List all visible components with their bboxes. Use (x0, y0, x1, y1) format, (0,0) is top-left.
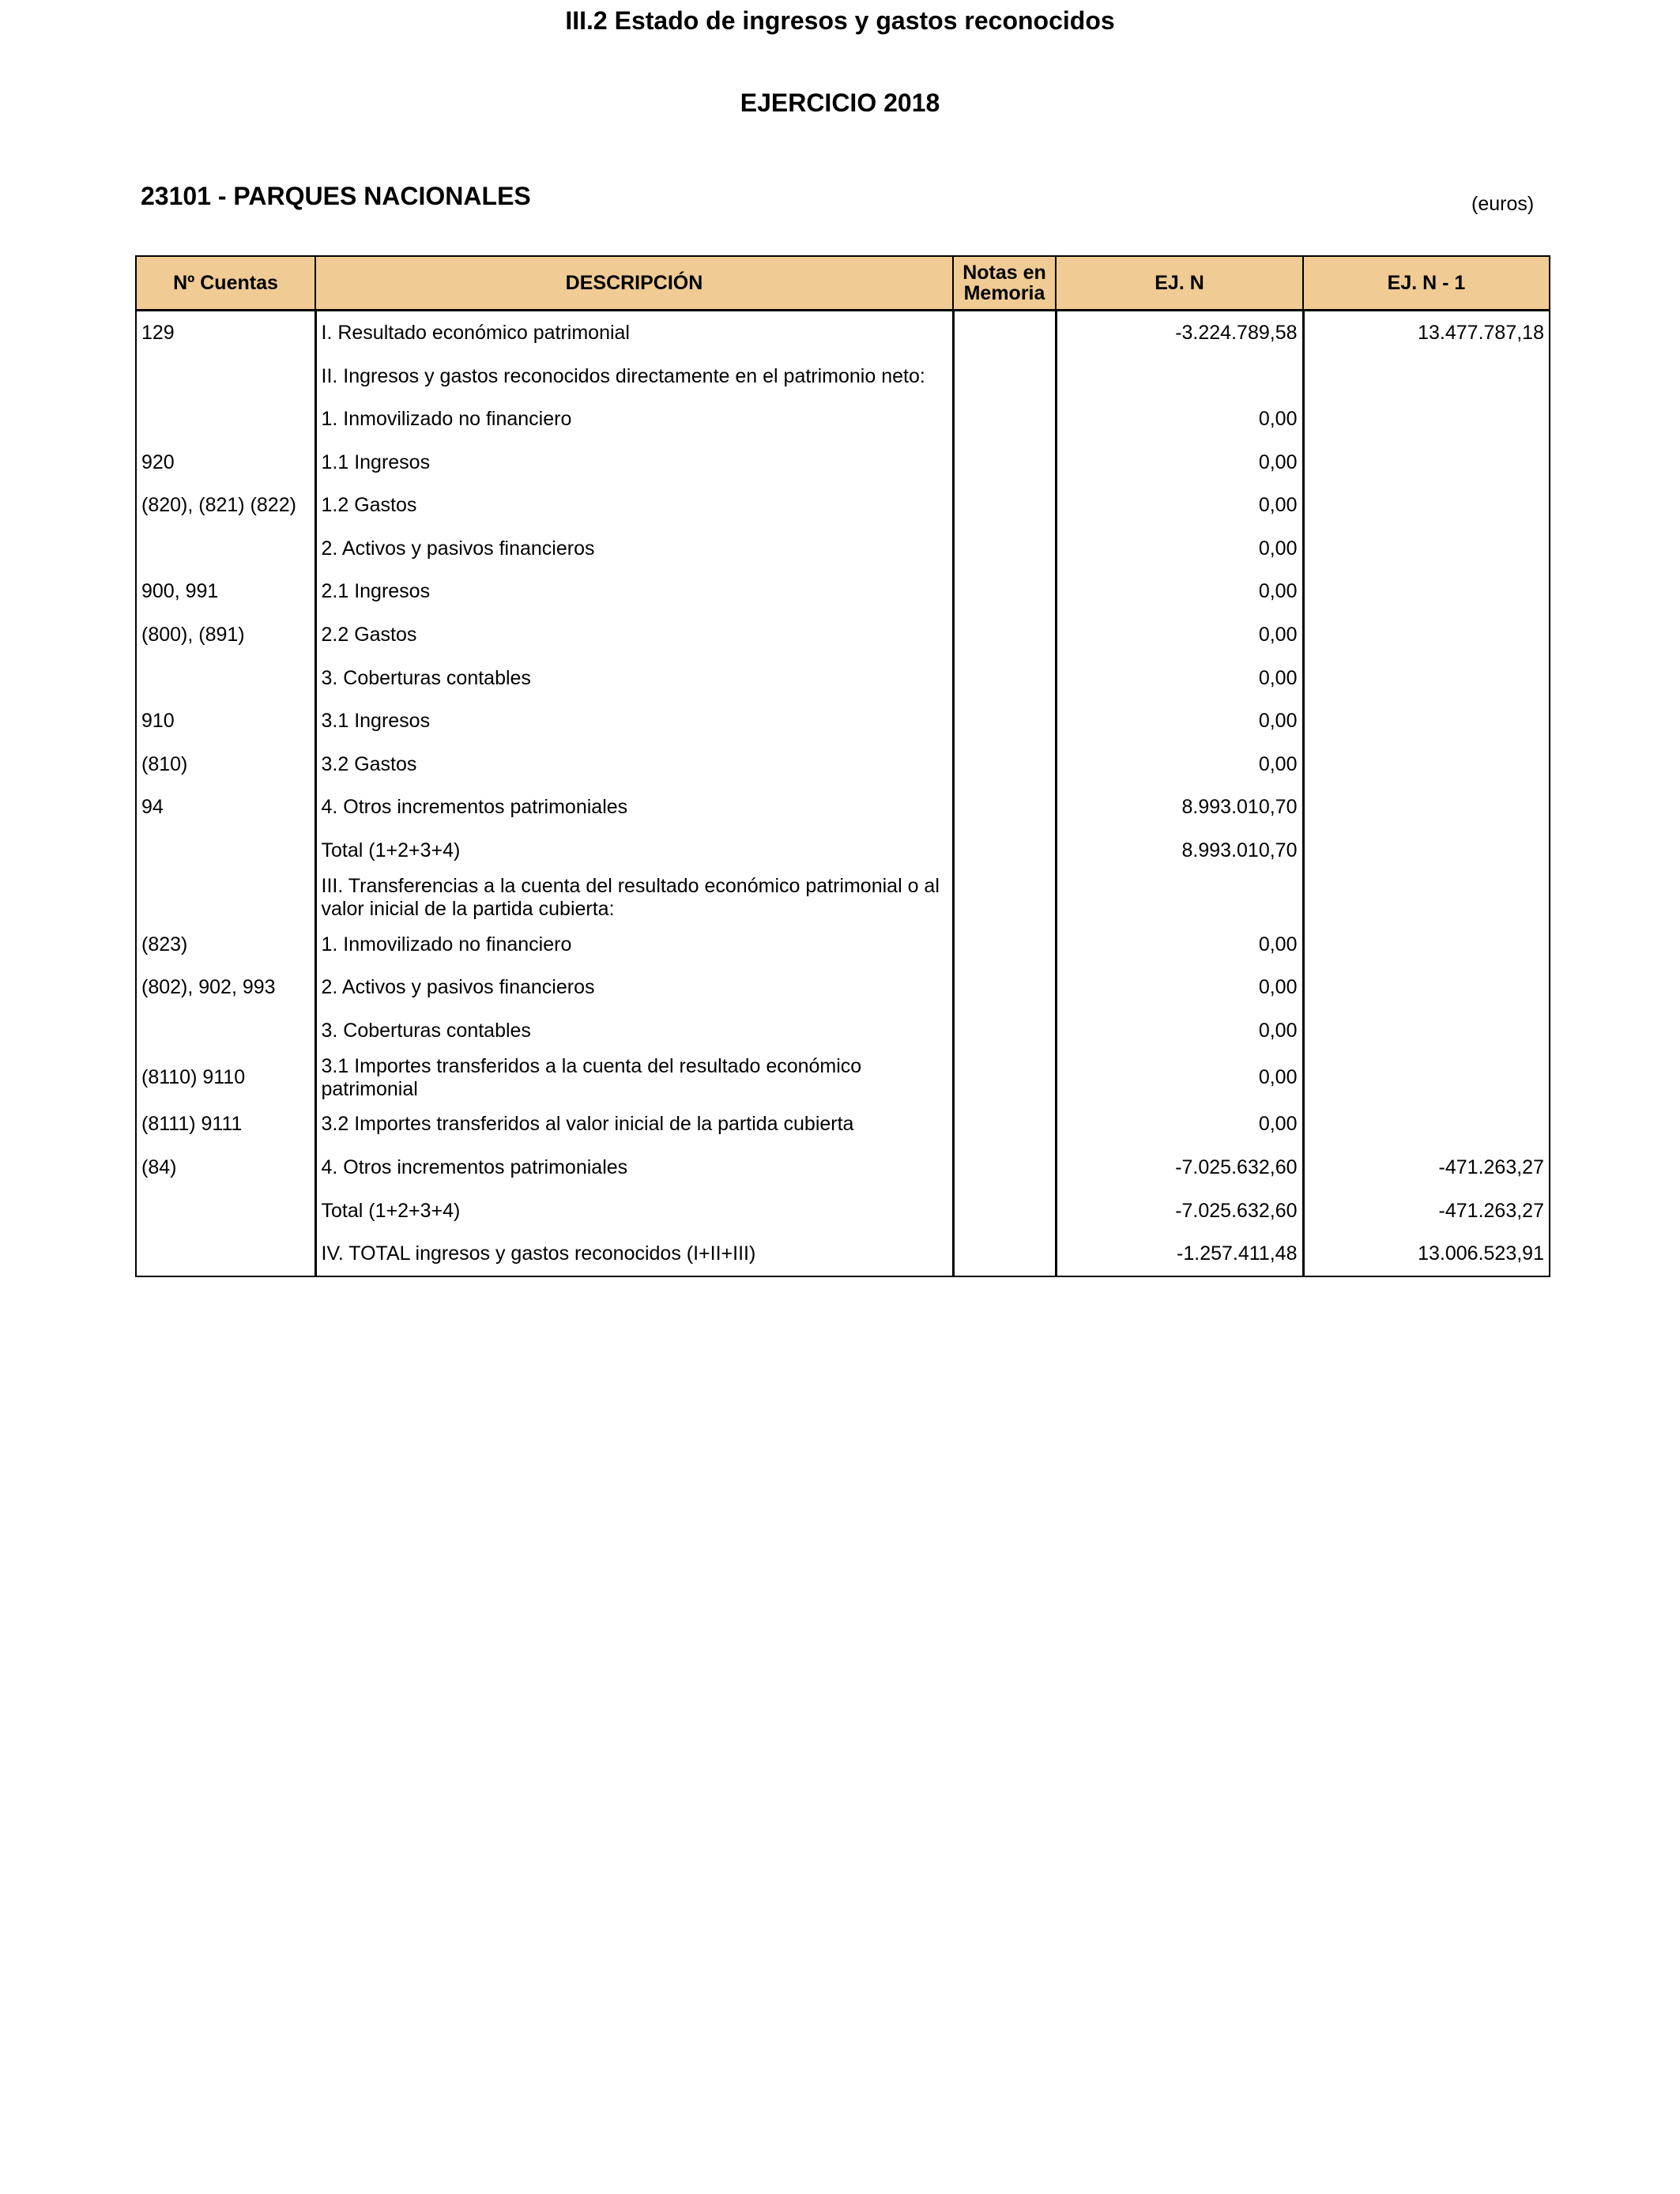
cell-previous (1303, 613, 1550, 657)
cell-current: 0,00 (1056, 527, 1303, 571)
cell-previous (1303, 571, 1550, 614)
units-label: (euros) (1471, 193, 1535, 215)
cell-current: 0,00 (1056, 1103, 1303, 1147)
cell-previous: 13.477.787,18 (1303, 311, 1550, 355)
col-header-notes-line1: Notas en (962, 261, 1046, 284)
fiscal-year-heading: EJERCICIO 2018 (740, 89, 940, 117)
cell-current: 0,00 (1056, 923, 1303, 967)
cell-description: 3. Coberturas contables (315, 657, 953, 700)
cell-previous (1303, 699, 1550, 743)
table-row (136, 441, 1550, 484)
cell-previous (1303, 484, 1550, 527)
cell-account (136, 1232, 315, 1276)
entity-heading: 23101 - PARQUES NACIONALES (141, 182, 531, 210)
cell-current: 0,00 (1056, 657, 1303, 700)
cell-account (136, 527, 315, 571)
cell-description: 3. Coberturas contables (315, 1009, 953, 1053)
cell-description: 3.1 Ingresos (315, 699, 953, 743)
table-header-row (136, 256, 1550, 311)
cell-account (136, 355, 315, 398)
cell-description: II. Ingresos y gastos reconocidos directamente en el patrimonio neto: (315, 355, 953, 398)
cell-notes (953, 613, 1056, 657)
cell-notes (953, 311, 1056, 355)
cell-current: -7.025.632,60 (1056, 1189, 1303, 1233)
table-row (136, 966, 1550, 1009)
cell-current: -1.257.411,48 (1056, 1232, 1303, 1276)
table-row (136, 1053, 1550, 1103)
cell-notes (953, 1103, 1056, 1147)
cell-current: 0,00 (1056, 571, 1303, 614)
cell-previous (1303, 1053, 1550, 1103)
table-row (136, 1009, 1550, 1053)
cell-account: (820), (821) (822) (136, 484, 315, 527)
cell-notes (953, 355, 1056, 398)
cell-notes (953, 923, 1056, 967)
table-row (136, 1103, 1550, 1147)
cell-description: 1.2 Gastos (315, 484, 953, 527)
col-header-notes (953, 256, 1056, 311)
col-header-previous-year: EJ. N - 1 (1303, 256, 1550, 311)
cell-description: 2.2 Gastos (315, 613, 953, 657)
table-row (136, 923, 1550, 967)
cell-current: 0,00 (1056, 743, 1303, 786)
cell-description: 1. Inmovilizado no financiero (315, 398, 953, 441)
cell-notes (953, 1009, 1056, 1053)
cell-notes (953, 398, 1056, 441)
cell-account (136, 1189, 315, 1233)
cell-account: (823) (136, 923, 315, 967)
table-row (136, 873, 1550, 923)
table-row (136, 657, 1550, 700)
cell-description: IV. TOTAL ingresos y gastos reconocidos (I+II+III) (315, 1232, 953, 1276)
cell-account: 920 (136, 441, 315, 484)
cell-notes (953, 743, 1056, 786)
cell-account: 129 (136, 311, 315, 355)
cell-previous (1303, 355, 1550, 398)
cell-current: -7.025.632,60 (1056, 1146, 1303, 1189)
table-row (136, 484, 1550, 527)
cell-current: 0,00 (1056, 441, 1303, 484)
cell-previous (1303, 398, 1550, 441)
cell-notes (953, 786, 1056, 830)
cell-notes (953, 829, 1056, 873)
cell-account: 94 (136, 786, 315, 830)
table-row (136, 398, 1550, 441)
cell-notes (953, 1053, 1056, 1103)
cell-account: 910 (136, 699, 315, 743)
cell-notes (953, 1146, 1056, 1189)
cell-notes (953, 484, 1056, 527)
cell-description: III. Transferencias a la cuenta del resultado económico patrimonial o al valor inicial de la partida cubierta: (315, 873, 953, 923)
table-row (136, 786, 1550, 830)
cell-current (1056, 355, 1303, 398)
table-row (136, 743, 1550, 786)
cell-previous (1303, 829, 1550, 873)
table-row (136, 1232, 1550, 1276)
cell-description: 2.1 Ingresos (315, 571, 953, 614)
cell-previous (1303, 873, 1550, 923)
cell-previous (1303, 1103, 1550, 1147)
cell-current: 0,00 (1056, 398, 1303, 441)
cell-account: (810) (136, 743, 315, 786)
cell-notes (953, 441, 1056, 484)
cell-previous (1303, 966, 1550, 1009)
cell-previous (1303, 527, 1550, 571)
cell-previous (1303, 786, 1550, 830)
cell-notes (953, 571, 1056, 614)
cell-current: 0,00 (1056, 484, 1303, 527)
cell-account: (84) (136, 1146, 315, 1189)
cell-previous (1303, 657, 1550, 700)
cell-description: I. Resultado económico patrimonial (315, 311, 953, 355)
cell-description: Total (1+2+3+4) (315, 829, 953, 873)
cell-current: 0,00 (1056, 1009, 1303, 1053)
cell-description: 4. Otros incrementos patrimoniales (315, 786, 953, 830)
table-row (136, 527, 1550, 571)
col-header-current-year: EJ. N (1056, 256, 1303, 311)
col-header-description: DESCRIPCIÓN (315, 256, 953, 311)
table-row (136, 1189, 1550, 1233)
col-header-notes-line2: Memoria (963, 282, 1045, 304)
cell-account (136, 657, 315, 700)
document-title: III.2 Estado de ingresos y gastos reconocidos (565, 6, 1115, 35)
cell-description: 2. Activos y pasivos financieros (315, 527, 953, 571)
table-row (136, 699, 1550, 743)
cell-current: 8.993.010,70 (1056, 786, 1303, 830)
cell-account: (8110) 9110 (136, 1053, 315, 1103)
cell-previous: -471.263,27 (1303, 1146, 1550, 1189)
cell-previous (1303, 923, 1550, 967)
cell-account: (802), 902, 993 (136, 966, 315, 1009)
cell-current: 0,00 (1056, 1053, 1303, 1103)
cell-account (136, 873, 315, 923)
cell-previous (1303, 441, 1550, 484)
cell-notes (953, 699, 1056, 743)
cell-previous (1303, 1009, 1550, 1053)
table-row (136, 311, 1550, 355)
cell-previous: 13.006.523,91 (1303, 1232, 1550, 1276)
cell-current (1056, 873, 1303, 923)
table-row (136, 1146, 1550, 1189)
cell-notes (953, 1189, 1056, 1233)
cell-account (136, 829, 315, 873)
table-row (136, 571, 1550, 614)
cell-notes (953, 873, 1056, 923)
cell-notes (953, 966, 1056, 1009)
cell-description: 1. Inmovilizado no financiero (315, 923, 953, 967)
cell-description: 3.2 Gastos (315, 743, 953, 786)
cell-previous: -471.263,27 (1303, 1189, 1550, 1233)
cell-notes (953, 527, 1056, 571)
cell-current: 0,00 (1056, 966, 1303, 1009)
cell-description: 4. Otros incrementos patrimoniales (315, 1146, 953, 1189)
col-header-accounts: Nº Cuentas (136, 256, 315, 311)
cell-account (136, 398, 315, 441)
table-row (136, 829, 1550, 873)
table-row (136, 613, 1550, 657)
cell-current: 8.993.010,70 (1056, 829, 1303, 873)
table-row (136, 355, 1550, 398)
cell-description: 3.1 Importes transferidos a la cuenta del resultado económico patrimonial (315, 1053, 953, 1103)
cell-notes (953, 657, 1056, 700)
cell-account: (8111) 9111 (136, 1103, 315, 1147)
cell-account (136, 1009, 315, 1053)
cell-description: 2. Activos y pasivos financieros (315, 966, 953, 1009)
cell-description: 1.1 Ingresos (315, 441, 953, 484)
cell-previous (1303, 743, 1550, 786)
cell-current: 0,00 (1056, 699, 1303, 743)
cell-description: 3.2 Importes transferidos al valor inicial de la partida cubierta (315, 1103, 953, 1147)
statement-table (135, 255, 1550, 1277)
cell-notes (953, 1232, 1056, 1276)
cell-account: 900, 991 (136, 571, 315, 614)
cell-current: 0,00 (1056, 613, 1303, 657)
cell-account: (800), (891) (136, 613, 315, 657)
cell-description: Total (1+2+3+4) (315, 1189, 953, 1233)
cell-current: -3.224.789,58 (1056, 311, 1303, 355)
